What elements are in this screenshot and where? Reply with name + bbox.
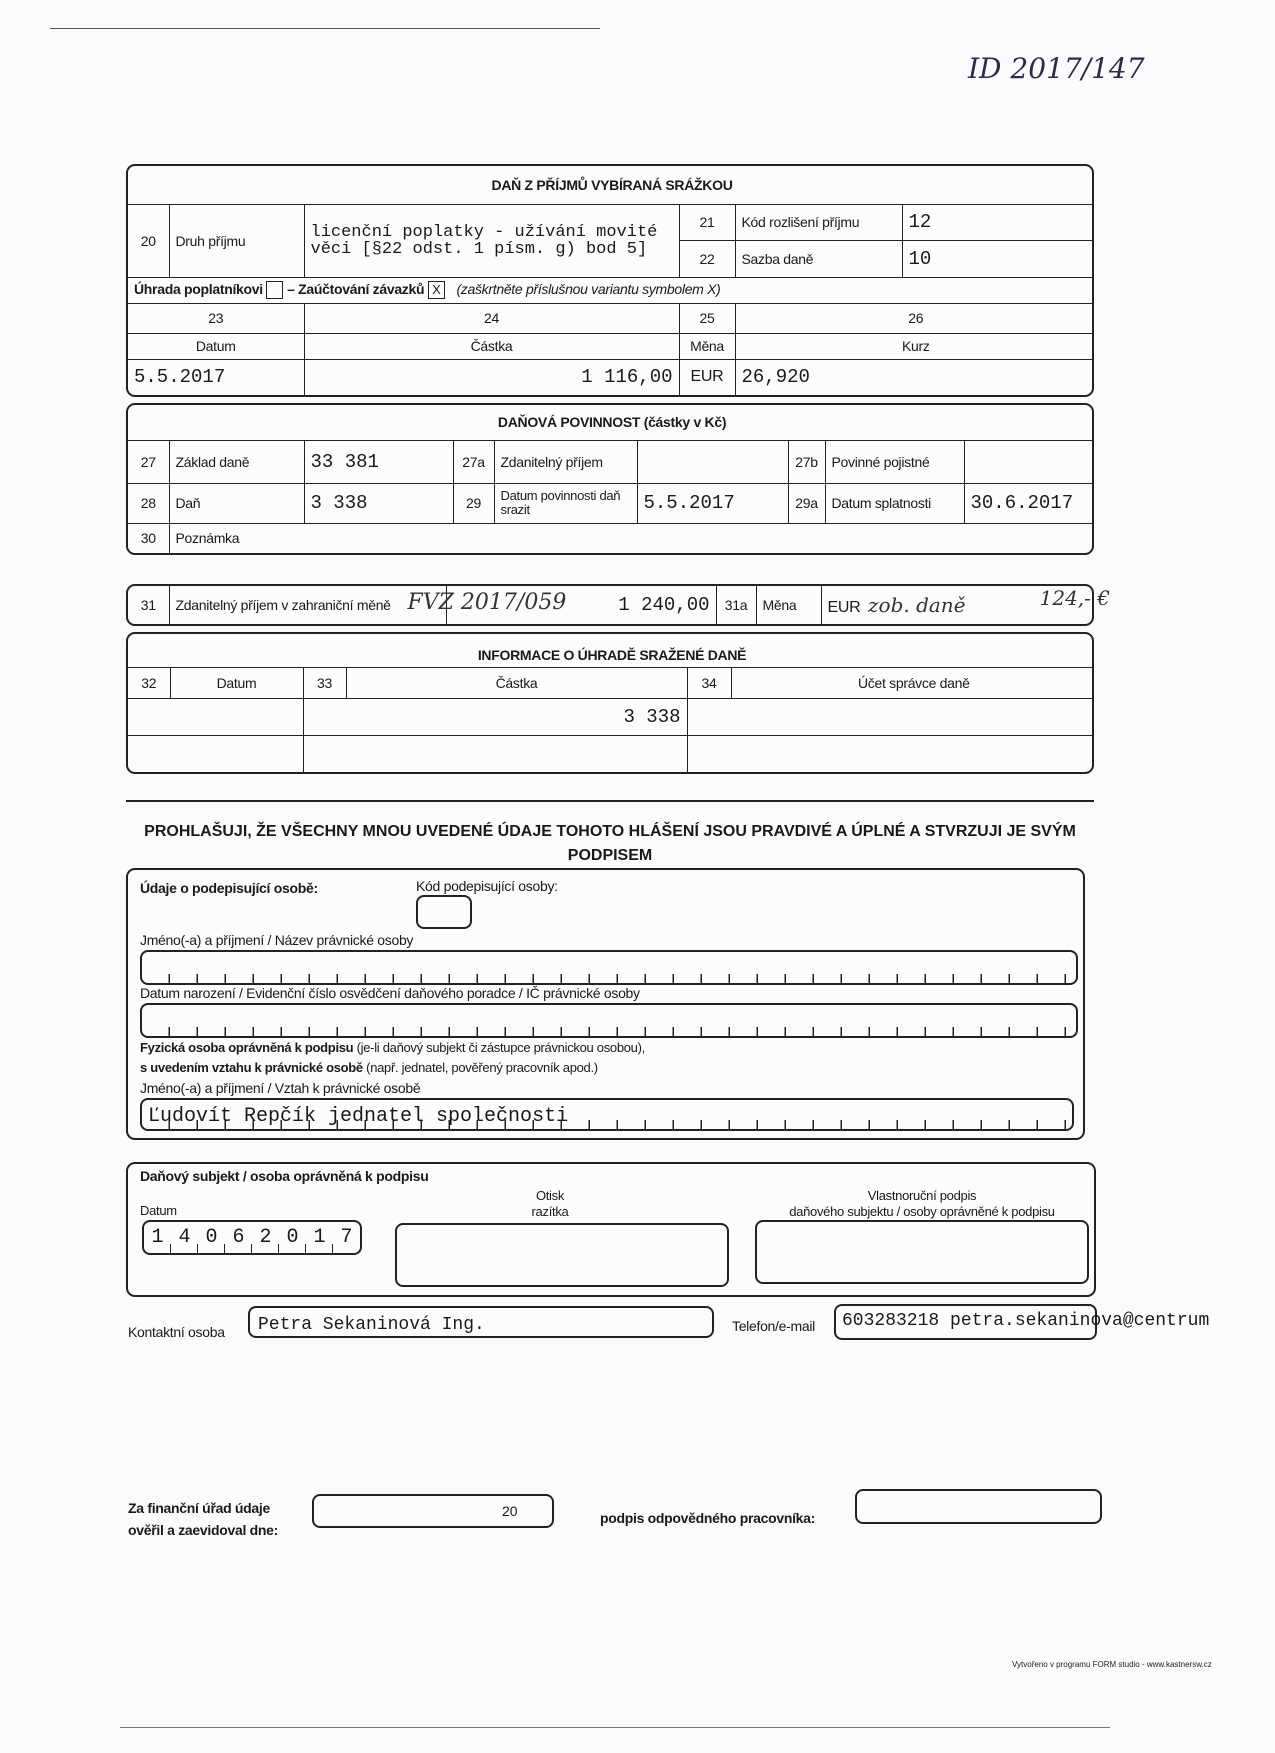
tax-label: Daň (169, 483, 304, 523)
date-label: Datum (140, 1203, 177, 1218)
handwritten-amount: 124,- € (1039, 586, 1110, 610)
field-number: 23 (128, 303, 304, 333)
payment-date-field[interactable] (128, 698, 303, 735)
verified-label-1: Za finanční úřad údaje (128, 1500, 270, 1516)
relation-bold: s uvedením vztahu k právnické osobě (140, 1060, 363, 1075)
tax-field[interactable]: 3 338 (304, 483, 453, 523)
payment-checkbox[interactable] (266, 281, 283, 299)
authorized-person-note (140, 1040, 645, 1055)
relation-field[interactable]: Ľudovít Repčík jednatel společnosti (140, 1098, 1074, 1131)
withholding-date-field[interactable]: 5.5.2017 (637, 483, 788, 523)
field-number: 22 (679, 240, 735, 277)
field-number: 27 (128, 440, 169, 483)
rate-label: Kurz (735, 333, 1094, 359)
payment-amount-label: Částka (346, 667, 687, 698)
officer-signature-field[interactable] (855, 1489, 1102, 1524)
field-number: 26 (735, 303, 1094, 333)
bottom-rule (120, 1727, 1110, 1728)
contact-person-field[interactable]: Petra Sekaninová Ing. (248, 1306, 714, 1338)
section-title: DAŇOVÁ POVINNOST (částky v Kč) (128, 405, 1094, 440)
currency-field[interactable]: EUR (679, 359, 735, 395)
officer-signature-label: podpis odpovědného pracovníka: (600, 1510, 816, 1526)
exchange-rate-field[interactable]: 26,920 (735, 359, 1094, 395)
tax-base-field[interactable]: 33 381 (304, 440, 453, 483)
field-number: 31a (716, 586, 756, 624)
payment-amount-field[interactable]: 3 338 (303, 698, 687, 735)
signature-label (757, 1188, 1087, 1220)
section-title: INFORMACE O ÚHRADĚ SRAŽENÉ DANĚ (128, 634, 1094, 667)
tax-base-label: Základ daně (169, 440, 304, 483)
due-date-field[interactable]: 30.6.2017 (964, 483, 1094, 523)
footer-text: Vytvořeno v programu FORM studio - www.kastnersw.cz (1012, 1660, 1212, 1669)
income-type-field[interactable]: licenční poplatky - užívání movité věci [§22 odst. 1 písm. g) bod 5] (304, 204, 679, 277)
field-number: 33 (303, 667, 346, 698)
authorized-note: (je-li daňový subjekt či zástupce právnickou osobou), (353, 1040, 645, 1055)
date-digit: 4 (171, 1222, 198, 1253)
year-prefix: 20 (502, 1503, 518, 1519)
signature-field[interactable] (755, 1220, 1089, 1284)
income-code-field[interactable]: 12 (902, 204, 1094, 240)
account-field-2[interactable] (687, 735, 1094, 772)
date-digit: 0 (279, 1222, 306, 1253)
date-digit: 1 (144, 1222, 171, 1253)
handwritten-note: zob. daně (867, 593, 966, 617)
date-digit: 0 (198, 1222, 225, 1253)
currency-label: Měna (679, 333, 735, 359)
field-number: 25 (679, 303, 735, 333)
phone-email-field[interactable]: 603283218 petra.sekaninova@centrum (842, 1311, 1210, 1331)
amount-field[interactable]: 1 116,00 (304, 359, 679, 395)
name-label: Jméno(-a) a příjmení / Název právnické osoby (140, 932, 414, 948)
note-label: Poznámka (169, 523, 1094, 553)
currency-label: Měna (756, 586, 821, 624)
payment-info-section (126, 632, 1094, 774)
divider (126, 800, 1094, 802)
tax-rate-label: Sazba daně (735, 240, 902, 277)
payment-label: Úhrada poplatníkovi (134, 280, 263, 297)
signature-label-line1: Vlastnoruční podpis (867, 1188, 977, 1203)
name-field[interactable] (140, 950, 1078, 985)
verified-date-field[interactable] (312, 1494, 554, 1528)
field-number: 21 (679, 204, 735, 240)
field-number: 32 (128, 667, 170, 698)
income-code-label: Kód rozlišení příjmu (735, 204, 902, 240)
handwritten-invoice-number: FVZ 2017/059 (407, 590, 567, 615)
foreign-currency-field[interactable]: EUR (827, 599, 861, 616)
foreign-income-section (126, 584, 1110, 626)
field-number: 20 (128, 204, 169, 277)
date-digit: 2 (252, 1222, 279, 1253)
stamp-label (500, 1188, 600, 1220)
field-number: 34 (687, 667, 731, 698)
verified-label-2: ověřil a zaevidoval dne: (128, 1522, 278, 1538)
subject-title: Daňový subjekt / osoba oprávněná k podpisu (140, 1168, 429, 1184)
field-number: 27b (788, 440, 825, 483)
id-field[interactable] (140, 1003, 1078, 1038)
contact-person-label: Kontaktní osoba (128, 1324, 225, 1340)
income-type-label: Druh příjmu (169, 204, 304, 277)
handwritten-reference: ID 2017/147 (968, 52, 1145, 85)
accounting-checkbox[interactable]: X (428, 281, 445, 299)
due-date-label: Datum splatnosti (825, 483, 964, 523)
date-digit: 7 (340, 1226, 353, 1249)
relation-note (140, 1060, 598, 1075)
declaration-text: PROHLAŠUJI, ŽE VŠECHNY MNOU UVEDENÉ ÚDAJE TOHOTO HLÁŠENÍ JSOU PRAVDIVÉ A ÚPLNÉ A STVRZUJI JE SVÝM PODPISEM (144, 823, 1076, 864)
taxable-income-label: Zdanitelný příjem (494, 440, 637, 483)
account-label: Účet správce daně (731, 667, 1094, 698)
field-number: 27a (453, 440, 494, 483)
taxable-income-field[interactable] (637, 440, 788, 483)
tax-rate-field[interactable]: 10 (902, 240, 1094, 277)
checkbox-instruction: (zaškrtněte příslušnou variantu symbolem X) (456, 280, 721, 297)
stamp-label-line1: Otisk (535, 1188, 565, 1203)
tax-liability-section (126, 403, 1094, 555)
field-number: 30 (128, 523, 169, 553)
date-label: Datum (128, 333, 304, 359)
date-field[interactable]: 5.5.2017 (128, 359, 304, 395)
withholding-tax-section (126, 164, 1094, 397)
field-number: 29 (453, 483, 494, 523)
amount-label: Částka (304, 333, 679, 359)
section-title: DAŇ Z PŘÍJMŮ VYBÍRANÁ SRÁŽKOU (128, 166, 1094, 204)
dash: – (287, 280, 295, 297)
signer-code-label: Kód podepisující osoby: (416, 878, 558, 894)
field-number: 29a (788, 483, 825, 523)
stamp-field[interactable] (395, 1223, 729, 1287)
stamp-label-line2: razítka (531, 1204, 569, 1219)
account-field[interactable] (687, 698, 1094, 735)
foreign-income-field[interactable]: 1 240,00 (446, 586, 716, 624)
payment-amount-field-2[interactable] (303, 735, 687, 772)
date-digit: 6 (225, 1222, 252, 1253)
accounting-label: Zaúčtování závazků (298, 280, 425, 297)
foreign-income-label: Zdanitelný příjem v zahraniční měně (175, 597, 391, 613)
insurance-label: Povinné pojistné (825, 440, 964, 483)
field-number: 24 (304, 303, 679, 333)
date-digit: 1 (306, 1222, 333, 1253)
payment-date-label: Datum (170, 667, 303, 698)
signer-title: Údaje o podepisující osobě: (140, 880, 318, 896)
field-number: 31 (128, 586, 169, 624)
withholding-date-label: Datum povinnosti daň srazit (494, 483, 637, 523)
authorized-bold: Fyzická osoba oprávněná k podpisu (140, 1040, 354, 1055)
signature-label-line2: daňového subjektu / osoby oprávněné k podpisu (789, 1204, 1055, 1219)
insurance-field[interactable] (964, 440, 1094, 483)
signer-code-field[interactable] (416, 895, 472, 929)
relation-label: Jméno(-a) a příjmení / Vztah k právnické osobě (140, 1080, 421, 1096)
relation-note-text: (např. jednatel, pověřený pracovník apod.) (362, 1060, 598, 1075)
phone-email-label: Telefon/e-mail (732, 1318, 815, 1334)
id-label: Datum narození / Evidenční číslo osvědčení daňového poradce / IČ právnické osoby (140, 985, 640, 1001)
payment-date-field-2[interactable] (128, 735, 303, 772)
field-number: 28 (128, 483, 169, 523)
signature-date-field[interactable] (142, 1220, 362, 1255)
top-rule (50, 28, 600, 29)
